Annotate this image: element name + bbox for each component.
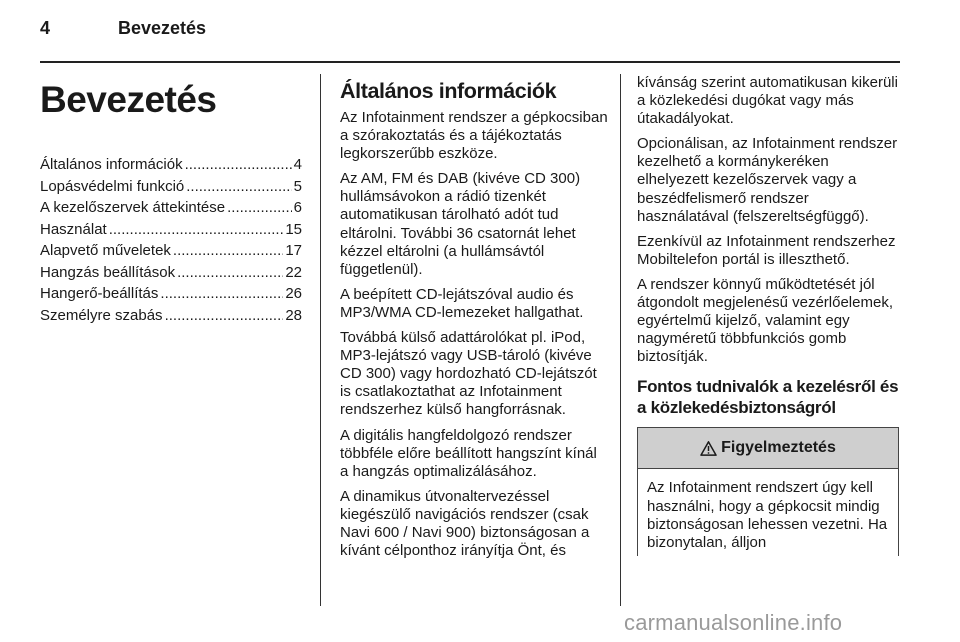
toc-item[interactable] xyxy=(40,219,302,241)
header-divider xyxy=(40,61,900,63)
toc-item-title: A kezelőszervek áttekintése xyxy=(40,199,226,216)
toc-item-page: 28 xyxy=(285,306,302,324)
table-of-contents xyxy=(40,154,302,326)
column-general-info xyxy=(340,74,608,567)
toc-item[interactable] xyxy=(40,305,302,327)
toc-item-title: Személyre szabás xyxy=(40,306,163,324)
toc-item[interactable] xyxy=(40,262,302,284)
column-divider xyxy=(320,74,321,606)
paragraph: Az Infotainment rendszer a gépkocsiban a szórakoztatás és a tájékoztatás legkorszerűbb eszköze. xyxy=(340,109,608,163)
toc-item-page: 6 xyxy=(293,199,302,216)
paragraph: Opcionálisan, az Infotainment rendszer kezelhető a kormánykeréken elhelyezett kezelőszervek vagy a beszédfelismerő rendszer használatával (felszereltségfüggő). xyxy=(637,135,898,225)
chapter-title: Bevezetés xyxy=(40,79,217,120)
toc-item-page: 22 xyxy=(285,263,302,281)
toc-item-page: 17 xyxy=(285,242,302,259)
toc-dot-leader xyxy=(177,262,283,284)
page-header xyxy=(40,18,900,52)
warning-title: Figyelmeztetés xyxy=(721,439,836,457)
toc-item-title: Lopásvédelmi funkció xyxy=(40,177,185,195)
column-continued xyxy=(637,74,899,556)
toc-item[interactable] xyxy=(40,154,302,176)
toc-item[interactable] xyxy=(40,283,302,305)
section-title: Általános információk xyxy=(340,79,557,103)
toc-item-title: Használat xyxy=(40,220,107,238)
toc-dot-leader xyxy=(185,154,292,176)
toc-item[interactable] xyxy=(40,197,302,219)
paragraph: A beépített CD-lejátszóval audio és MP3/WMA CD-lemezeket hallgathat. xyxy=(340,285,584,321)
paragraph: A dinamikus útvonaltervezéssel kiegészülő navigációs rendszer (csak Navi 600 / Navi 900) biztonságosan a kívánt célponthoz irányítja Önt, és xyxy=(340,487,590,560)
toc-item-page: 26 xyxy=(285,285,302,302)
paragraph: Ezenkívül az Infotainment rendszerhez Mobiltelefon portál is illeszthető. xyxy=(637,232,896,268)
paragraph: A rendszer könnyű működtetését jól átgondolt megjelenésű vezérlőelemek, egyértelmű kijelző, valamint egy nagyméretű többfunkciós gomb biztosítják. xyxy=(637,275,893,366)
toc-item[interactable] xyxy=(40,176,302,198)
running-title: Bevezetés xyxy=(118,18,207,38)
toc-item-page: 15 xyxy=(285,220,302,238)
subsection-title: Fontos tudnivalók a kezelésről és a közlekedésbiztonságról xyxy=(637,377,899,418)
paragraph: A digitális hangfeldolgozó rendszer többféle előre beállított hangszínt kínál a hangzás optimalizálásához. xyxy=(340,426,597,480)
toc-item-title: Hangzás beállítások xyxy=(40,263,176,281)
toc-item[interactable] xyxy=(40,240,302,262)
paragraph: Továbbá külső adattárolókat pl. iPod, MP3-lejátszó vagy USB-tároló (kivéve CD 300) vagy hordozható CD-lejátszót is csatlakoztathat az Infotainment rendszerhez külső hangforrásnak. xyxy=(340,329,597,419)
toc-dot-leader xyxy=(186,176,291,198)
toc-item-title: Hangerő-beállítás xyxy=(40,285,159,302)
warning-header xyxy=(638,428,898,469)
paragraph: kívánság szerint automatikusan kikerüli a közlekedési dugókat vagy más útakadályokat. xyxy=(637,74,898,128)
paragraph: Az AM, FM és DAB (kivéve CD 300) hullámsávokon a rádió tizenkét automatikusan tárolható adót tud eltárolni. További 36 csatornát lehet kézzel eltárolni (a hullámsávtól függetlenül). xyxy=(340,170,581,278)
warning-box xyxy=(637,427,899,556)
watermark: carmanualsonline.info xyxy=(624,610,843,635)
toc-dot-leader xyxy=(227,197,292,219)
warning-triangle-icon xyxy=(700,441,717,456)
column-toc xyxy=(40,74,302,326)
warning-text: Az Infotainment rendszert úgy kell használni, hogy a gépkocsit mindig biztonságosan lehessen vezetni. Ha bizonytalan, álljon xyxy=(647,479,888,551)
toc-dot-leader xyxy=(173,240,283,262)
toc-item-title: Alapvető műveletek xyxy=(40,242,171,259)
toc-dot-leader xyxy=(160,283,283,305)
toc-item-page: 5 xyxy=(293,177,302,195)
page-number: 4 xyxy=(40,18,51,38)
toc-item-page: 4 xyxy=(293,156,302,173)
toc-dot-leader xyxy=(109,219,284,241)
toc-item-title: Általános információk xyxy=(40,156,183,173)
column-divider xyxy=(620,74,621,606)
toc-dot-leader xyxy=(165,305,284,327)
